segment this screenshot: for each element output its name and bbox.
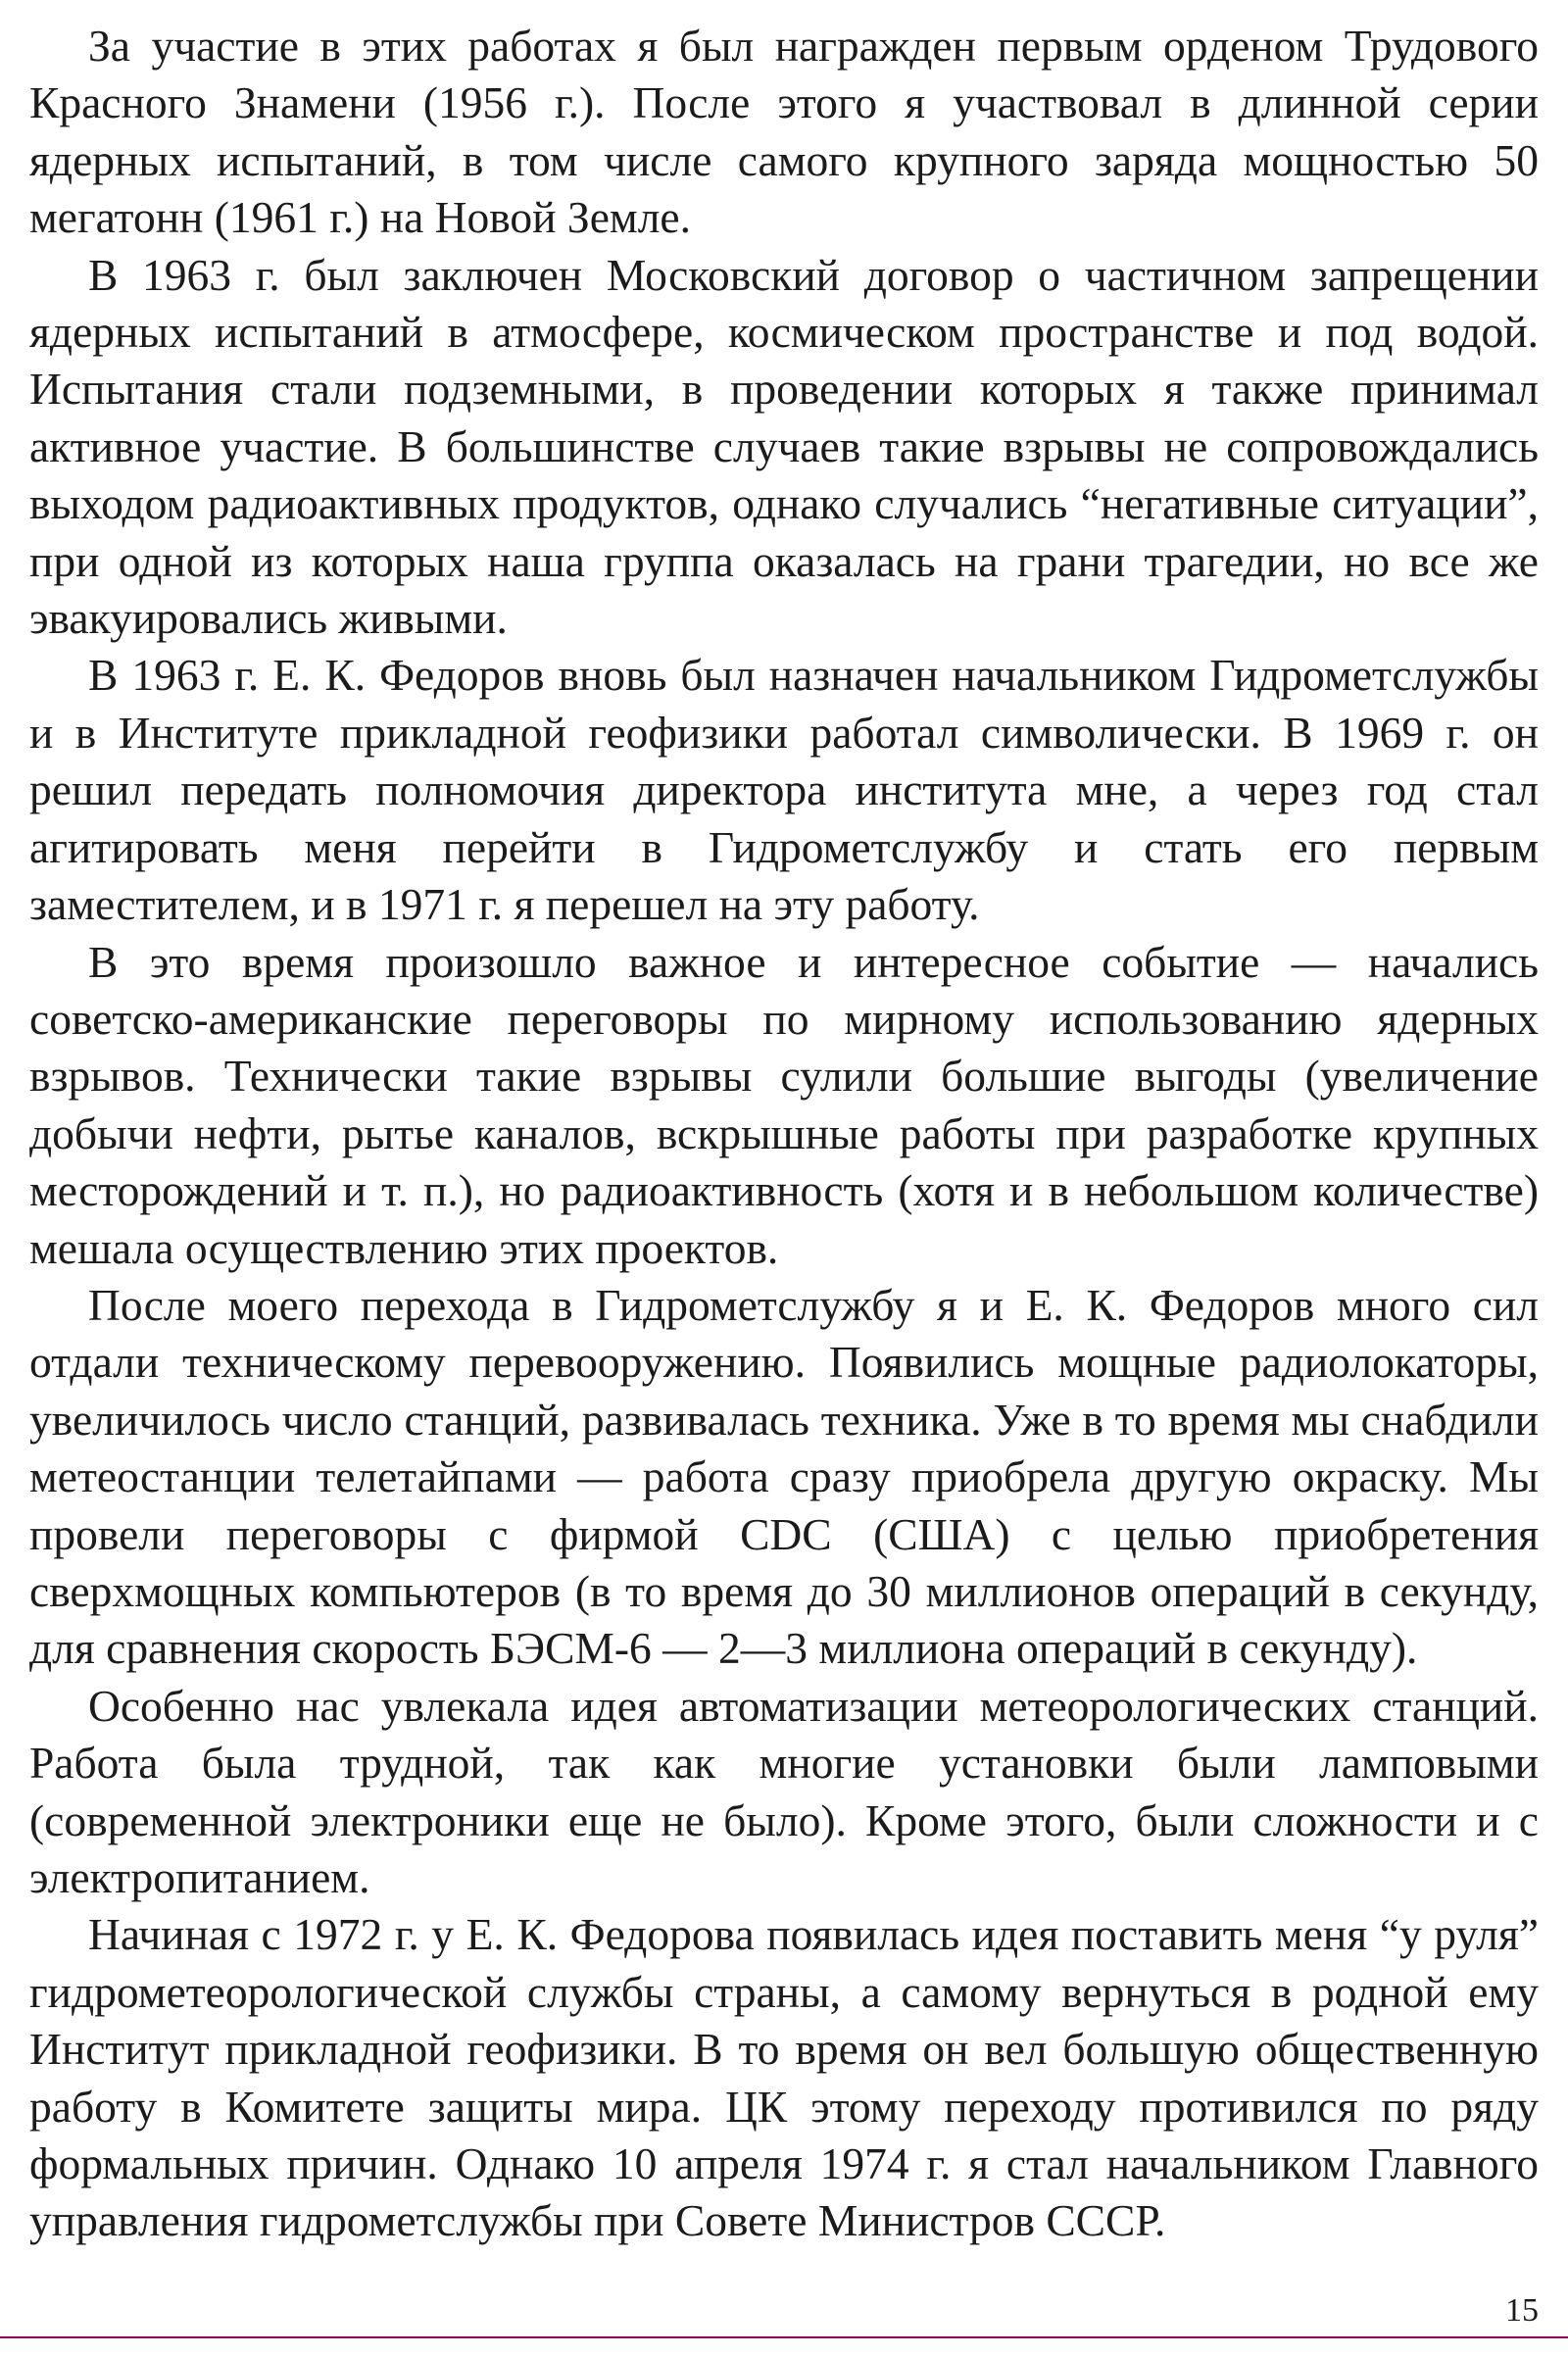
paragraph-3: В 1963 г. Е. К. Федоров вновь был назначен начальником Гидрометслужбы и в Институте прикладной геофизики работал символически. В 1969 г. он решил передать полномочия директора института мне, а через год стал агитировать меня перейти в Гидрометслужбу и стать его первым заместителем, и в 1971 г. я перешел на эту работу. [29,650,1539,930]
paragraph-1: За участие в этих работах я был награжден первым орденом Трудового Красного Знамени (1956 г.). После этого я участвовал в длинной серии ядерных испытаний, в том числе самого крупного заряда мощностью 50 мегатонн (1961 г.) на Новой Земле. [29,21,1539,243]
page-number: 15 [1505,2292,1539,2329]
paragraph-7: Начиная с 1972 г. у Е. К. Федорова появилась идея поставить меня “у руля” гидрометеорологической службы страны, а самому вернуться в родной ему Институт прикладной геофизики. В то время он вел большую общественную работу в Комитете защиты мира. ЦК этому переходу противился по ряду формальных причин. Однако 10 апреля 1974 г. я стал начальником Главного управления гидрометслужбы при Совете Министров СССР. [29,1909,1539,2246]
paragraph-5: После моего перехода в Гидрометслужбу я и Е. К. Федоров много сил отдали техническому перевооружению. Появились мощные радиолокаторы, увеличилось число станций, развивалась техника. Уже в то время мы снабдили метеостанции телетайпами — работа сразу приобрела другую окраску. Мы провели переговоры с фирмой CDC (США) с целью приобретения сверхмощных компьютеров (в то время до 30 миллионов операций в секунду, для сравнения скорость БЭСМ-6 — 2—3 миллиона операций в секунду). [29,1279,1539,1674]
paragraph-6: Особенно нас увлекала идея автоматизации метеорологических станций. Работа была трудной, так как многие установки были ламповыми (современной электроники еще не было). Кроме этого, были сложности и с электропитанием. [29,1680,1539,1902]
footer-rule [0,2336,1568,2338]
body-text [29,18,1539,2250]
paragraph-2: В 1963 г. был заключен Московский договор о частичном запрещении ядерных испытаний в атмосфере, космическом пространстве и под водой. Испытания стали подземными, в проведении которых я также принимал активное участие. В большинстве случаев такие взрывы не сопровождались выходом радиоактивных продуктов, однако случались “негативные ситуации”, при одной из которых наша группа оказалась на грани трагедии, но все же эвакуировались живыми. [29,249,1539,644]
paragraph-4: В это время произошло важное и интересное событие — начались советско-американские переговоры по мирному использованию ядерных взрывов. Технически такие взрывы сулили большие выгоды (увеличение добычи нефти, рытье каналов, вскрышные работы при разработке крупных месторождений и т. п.), но радиоактивность (хотя и в небольшом количестве) мешала осуществлению этих проектов. [29,936,1539,1273]
